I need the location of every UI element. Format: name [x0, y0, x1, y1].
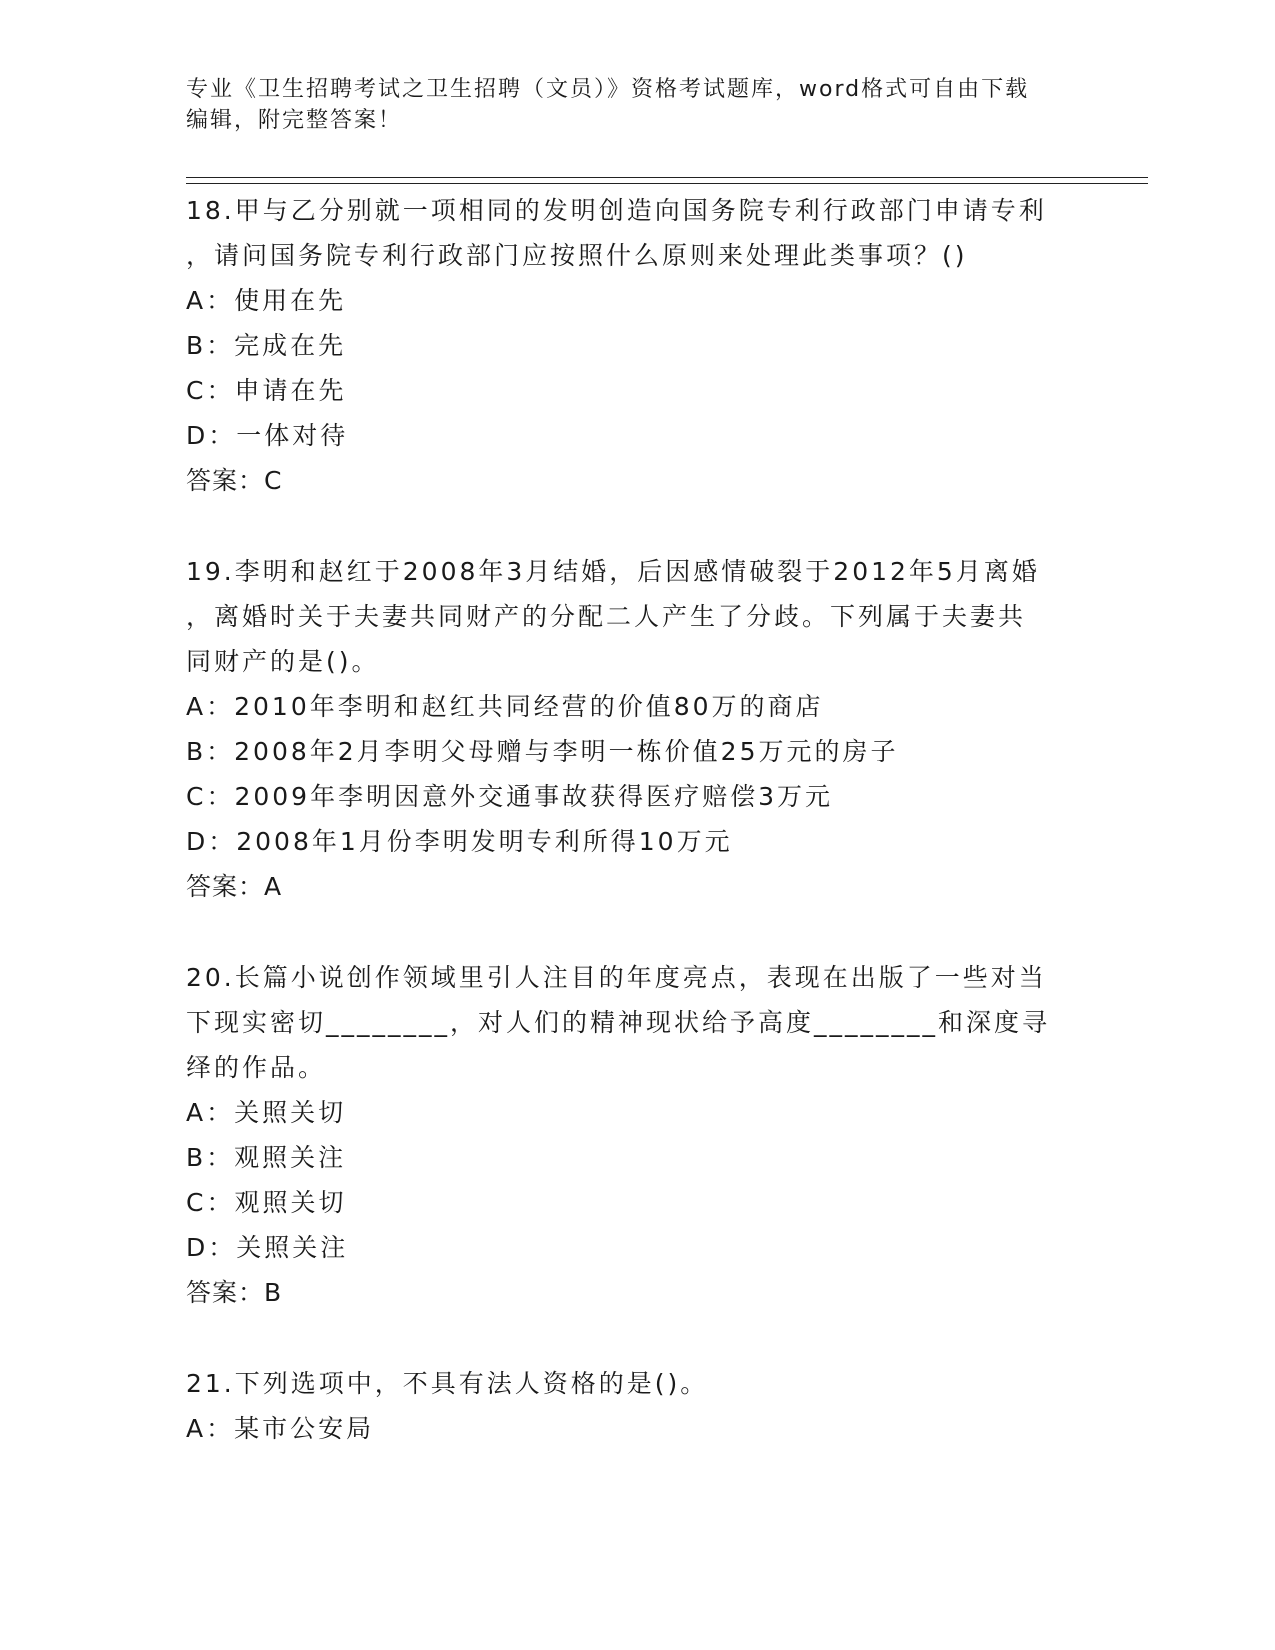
header-line-1: 专业《卫生招聘考试之卫生招聘（文员）》资格考试题库，word格式可自由下载: [186, 77, 1030, 102]
question-21: [186, 1361, 1086, 1451]
answer: 答案：B: [186, 1278, 283, 1307]
question-stem-line: 同财产的是()。: [186, 647, 380, 676]
option-d: D：一体对待: [186, 421, 349, 450]
document-header: [186, 74, 1086, 136]
question-stem-line: 20.长篇小说创作领域里引人注目的年度亮点，表现在出版了一些对当: [186, 963, 1047, 992]
question-stem-line: 绎的作品。: [186, 1053, 327, 1082]
answer: 答案：A: [186, 872, 283, 901]
question-20: [186, 955, 1086, 1315]
option-c: C：申请在先: [186, 376, 347, 405]
question-stem-line: 19.李明和赵红于2008年3月结婚，后因感情破裂于2012年5月离婚: [186, 557, 1040, 586]
option-c: C：2009年李明因意外交通事故获得医疗赔偿3万元: [186, 782, 833, 811]
question-19: [186, 549, 1086, 909]
question-list: [186, 188, 1086, 1497]
question-stem-line: 21.下列选项中，不具有法人资格的是()。: [186, 1369, 709, 1398]
option-d: D：2008年1月份李明发明专利所得10万元: [186, 827, 733, 856]
header-line-2: 编辑，附完整答案！: [186, 108, 403, 133]
option-a: A：2010年李明和赵红共同经营的价值80万的商店: [186, 692, 824, 721]
header-divider-top: [186, 177, 1148, 178]
option-a: A：使用在先: [186, 286, 347, 315]
question-18: [186, 188, 1086, 503]
option-c: C：观照关切: [186, 1188, 347, 1217]
option-b: B：2008年2月李明父母赠与李明一栋价值25万元的房子: [186, 737, 899, 766]
header-divider-bottom: [186, 183, 1148, 184]
option-b: B：观照关注: [186, 1143, 347, 1172]
answer: 答案：C: [186, 466, 283, 495]
option-a: A：关照关切: [186, 1098, 347, 1127]
option-b: B：完成在先: [186, 331, 347, 360]
question-stem-line: ，请问国务院专利行政部门应按照什么原则来处理此类事项？(): [186, 241, 968, 270]
option-a: A：某市公安局: [186, 1414, 375, 1443]
question-stem-line: 18.甲与乙分别就一项相同的发明创造向国务院专利行政部门申请专利: [186, 196, 1047, 225]
question-stem-line: 下现实密切________，对人们的精神现状给予高度________和深度寻: [186, 1008, 1051, 1037]
question-stem-line: ，离婚时关于夫妻共同财产的分配二人产生了分歧。下列属于夫妻共: [186, 602, 1027, 631]
option-d: D：关照关注: [186, 1233, 349, 1262]
